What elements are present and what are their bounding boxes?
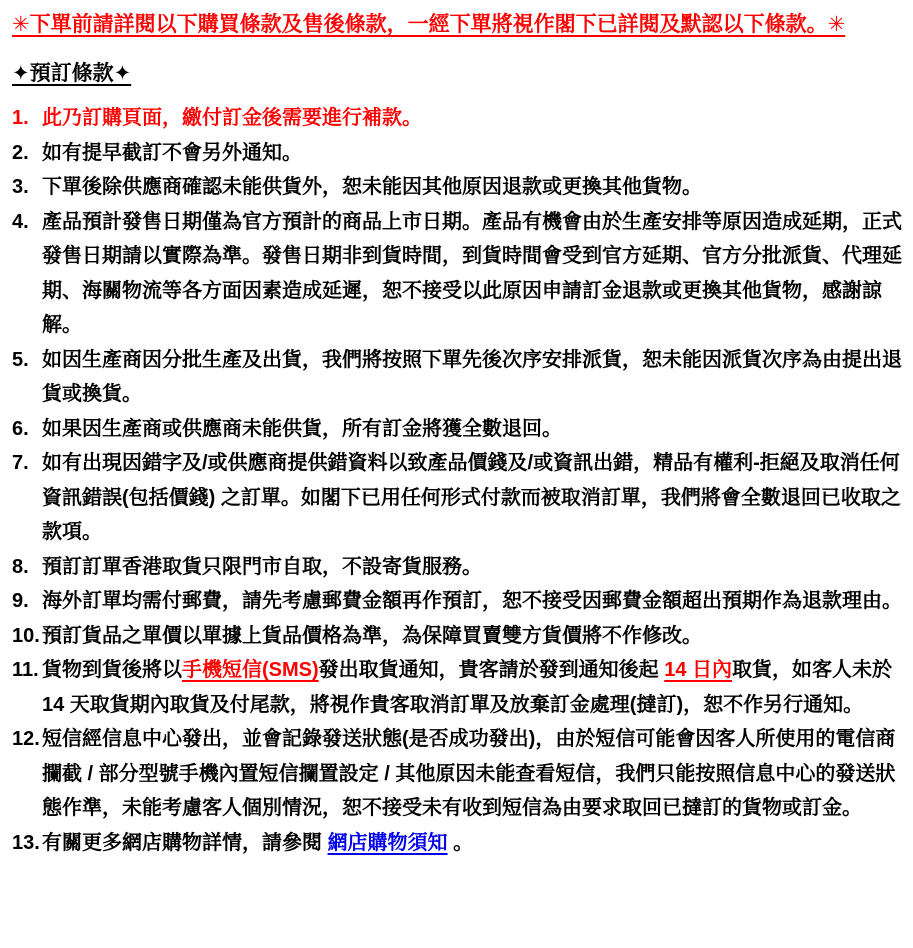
term-text-segment: 海外訂單均需付郵費，請先考慮郵費金額再作預訂，恕不接受因郵費金額超出預期作為退款理由。	[42, 590, 902, 612]
purchase-notice-banner: ✳下單前請詳閱以下購買條款及售後條款，一經下單將視作閣下已詳閱及默認以下條款。✳	[12, 13, 846, 36]
term-number: 6.	[12, 417, 29, 440]
term-number: 1.	[12, 107, 29, 129]
term-item-8	[12, 550, 909, 585]
term-text	[42, 412, 909, 447]
term-number: 2.	[12, 141, 29, 164]
term-text-segment: 如因生產商因分批生產及出貨，我們將按照下單先後次序安排派貨，恕未能因派貨次序為由提出退貨或換貨。	[42, 348, 902, 405]
term-item-7	[12, 446, 909, 550]
term-number: 12.	[12, 728, 40, 750]
term-text	[42, 653, 909, 722]
term-item-4	[12, 205, 909, 343]
term-item-13	[12, 826, 909, 861]
term-item-3	[12, 170, 909, 205]
term-text-segment: 短信經信息中心發出，並會記錄發送狀態(是否成功發出)，由於短信可能會因客人所使用的電信商攔截 / 部分型號手機內置短信攔置設定 / 其他原因未能查看短信，我們只能按照信息中心的發送狀態作準，未能考慮客人個別情況，恕不接受未有收到短信為由要求取回已撻訂的貨物或訂金。	[42, 728, 896, 819]
term-text-segment: 如有出現因錯字及/或供應商提供錯資料以致產品價錢及/或資訊出錯，精品有權利-拒絕及取消任何資訊錯誤(包括價錢) 之訂單。如閣下已用任何形式付款而被取消訂單，我們將會全數退回已收取之款項。	[42, 452, 901, 543]
term-number: 4.	[12, 210, 29, 233]
term-text	[42, 446, 909, 550]
term-item-6	[12, 412, 909, 447]
term-number: 13.	[12, 831, 40, 854]
term-text-segment: 此乃訂購頁面，繳付訂金後需要進行補款。	[42, 107, 422, 129]
term-text	[42, 205, 909, 343]
term-number: 3.	[12, 176, 29, 198]
pickup-deadline-highlight: 14 日內	[664, 659, 733, 681]
term-text-segment: 有關更多網店購物詳情，請參閱	[42, 831, 328, 854]
term-number: 9.	[12, 590, 29, 612]
term-text	[42, 722, 909, 826]
term-number: 11.	[12, 659, 39, 681]
term-text-segment: 預訂訂單香港取貨只限門市自取，不設寄貨服務。	[42, 555, 482, 578]
term-item-9	[12, 584, 909, 619]
term-item-5	[12, 343, 909, 412]
term-text	[42, 584, 909, 619]
term-item-12	[12, 722, 909, 826]
term-text	[42, 619, 909, 654]
term-text-segment: 取貨，如客人未於 14 天取貨期內取貨及付尾款，將視作貴客取消訂單及放棄訂金處理(撻訂)，恕不作另行通知。	[42, 659, 893, 716]
term-text-segment: 貨物到貨後將以	[42, 659, 182, 681]
term-item-2	[12, 136, 909, 171]
term-item-10	[12, 619, 909, 654]
term-text-segment: 如有提早截訂不會另外通知。	[42, 141, 302, 164]
term-number: 5.	[12, 348, 29, 371]
term-text-segment: 發出取貨通知，貴客請於發到通知後起	[318, 659, 665, 681]
term-item-1	[12, 101, 909, 136]
store-shopping-guide-link[interactable]: 網店購物須知	[327, 831, 448, 854]
term-text	[42, 136, 909, 171]
term-text	[42, 101, 909, 136]
term-text-segment: 預訂貨品之單價以單據上貨品價格為準，為保障買賣雙方貨價將不作修改。	[42, 624, 702, 647]
sms-notice-highlight: 手機短信(SMS)	[182, 659, 319, 681]
term-number: 10.	[12, 624, 40, 647]
term-text-segment: 下單後除供應商確認未能供貨外，恕未能因其他原因退款或更換其他貨物。	[42, 176, 702, 198]
term-text-segment: 產品預計發售日期僅為官方預計的商品上市日期。產品有機會由於生產安排等原因造成延期，正式發售日期請以實際為準。發售日期非到貨時間，到貨時間會受到官方延期、官方分批派貨、代理延期、海關物流等各方面因素造成延遲，恕不接受以此原因申請訂金退款或更換其他貨物，感謝諒解。	[42, 210, 902, 336]
term-text-segment: 。	[447, 831, 474, 854]
term-text	[42, 343, 909, 412]
terms-list	[12, 101, 909, 860]
section-title-preorder-terms: ✦預訂條款✦	[12, 62, 132, 85]
term-text-segment: 如果因生產商或供應商未能供貨，所有訂金將獲全數退回。	[42, 417, 562, 440]
term-text	[42, 550, 909, 585]
term-text	[42, 826, 909, 861]
term-text	[42, 170, 909, 205]
term-number: 7.	[12, 452, 29, 474]
term-number: 8.	[12, 555, 29, 578]
term-item-11	[12, 653, 909, 722]
